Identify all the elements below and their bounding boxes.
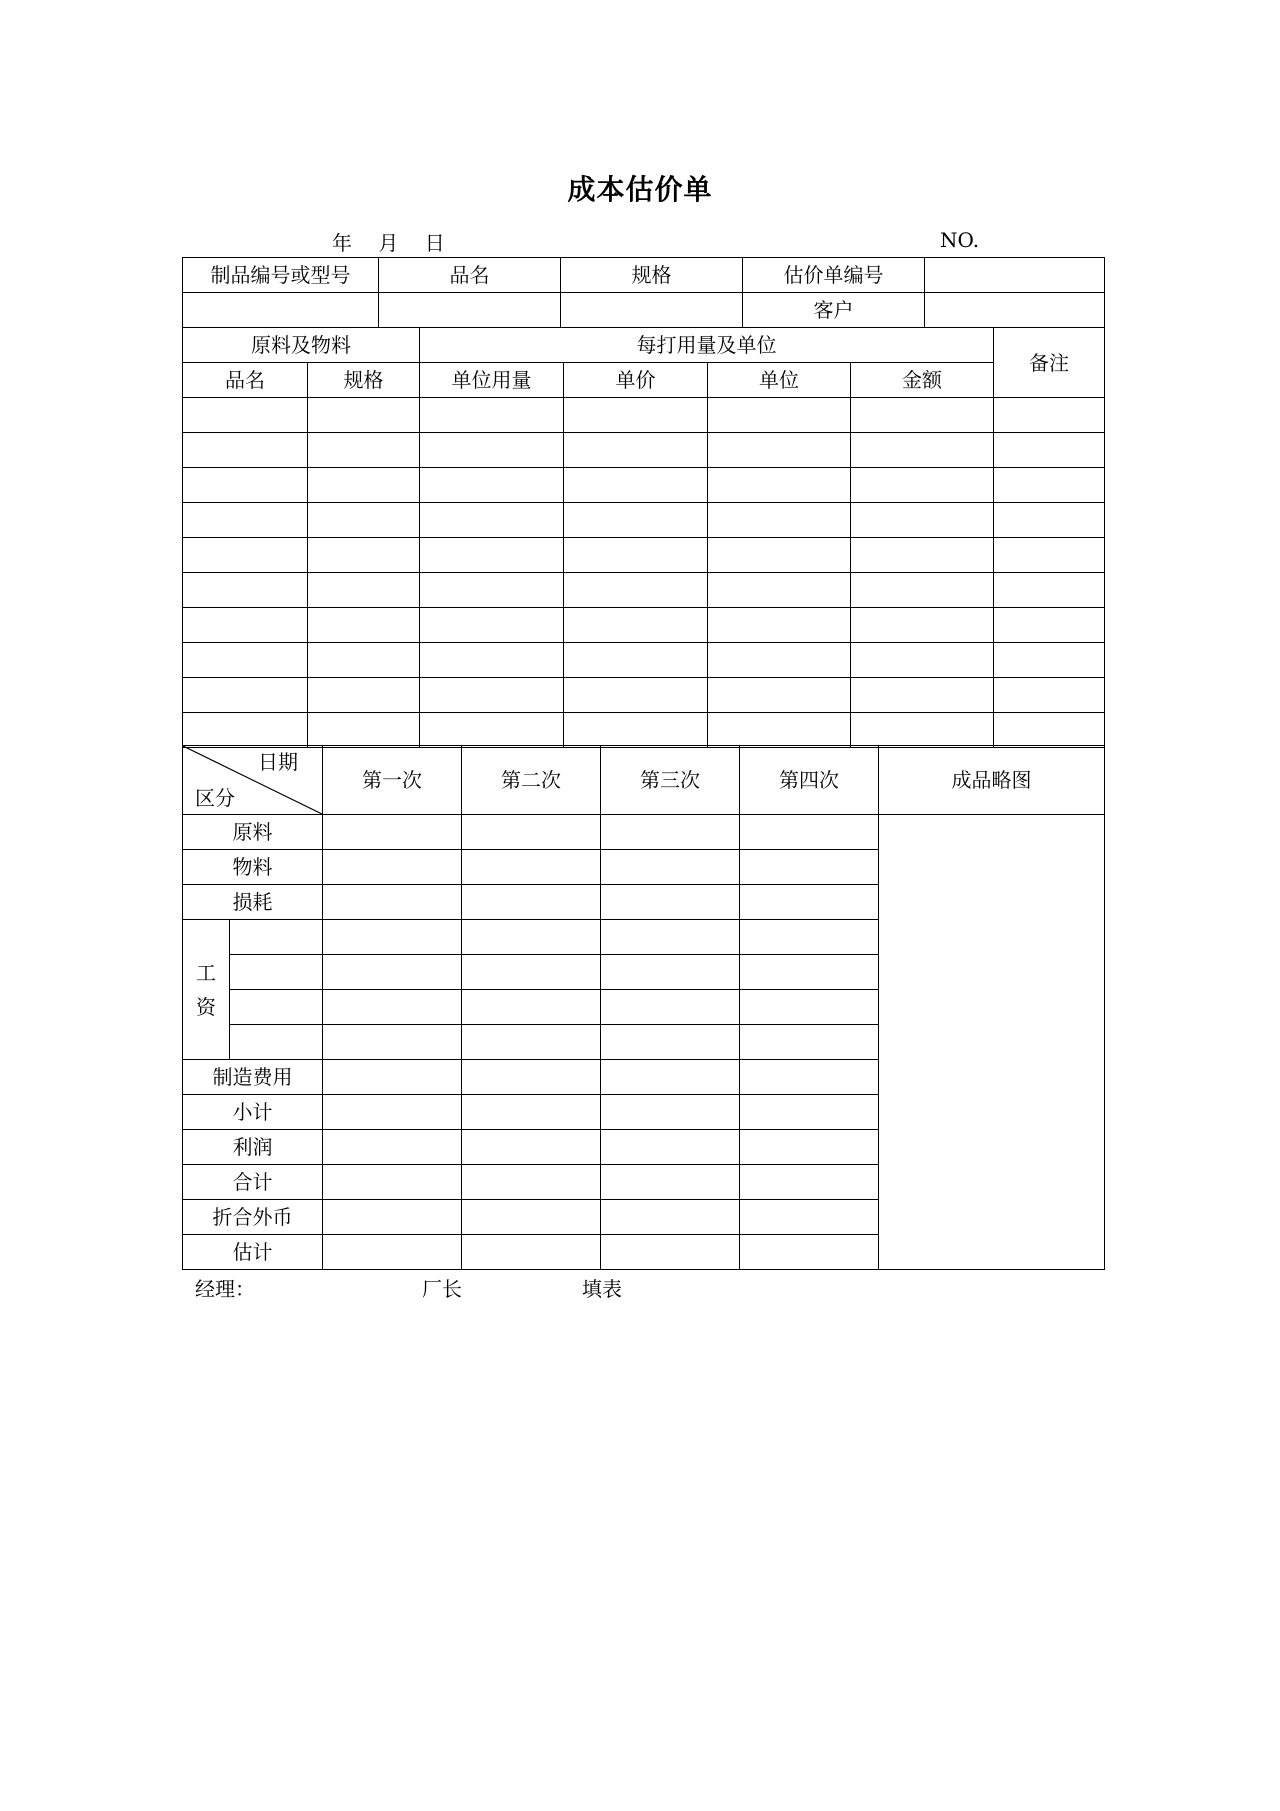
material-cell[interactable] bbox=[564, 503, 708, 538]
material-row bbox=[183, 608, 1105, 643]
spec-label: 规格 bbox=[561, 258, 743, 293]
material-cell[interactable] bbox=[564, 608, 708, 643]
material-cell[interactable] bbox=[994, 398, 1105, 433]
cost-cell[interactable] bbox=[740, 885, 879, 920]
cost-cell[interactable] bbox=[740, 1165, 879, 1200]
product-name-label: 品名 bbox=[379, 258, 561, 293]
material-cell[interactable] bbox=[420, 468, 564, 503]
filler-label: 填表 bbox=[582, 1277, 622, 1301]
material-cell[interactable] bbox=[183, 678, 308, 713]
cost-cell[interactable] bbox=[601, 1095, 740, 1130]
cost-cell[interactable] bbox=[740, 1235, 879, 1270]
material-cell[interactable] bbox=[308, 643, 420, 678]
material-cell[interactable] bbox=[183, 608, 308, 643]
cost-table bbox=[182, 745, 1105, 1270]
product-code-field[interactable] bbox=[183, 293, 379, 328]
col-unit-usage-label: 单位用量 bbox=[420, 363, 564, 398]
material-cell[interactable] bbox=[851, 503, 994, 538]
material-cell[interactable] bbox=[851, 643, 994, 678]
cost-cell[interactable] bbox=[462, 1060, 601, 1095]
cost-cell[interactable] bbox=[462, 1200, 601, 1235]
cost-cell[interactable] bbox=[740, 850, 879, 885]
cost-cell[interactable] bbox=[323, 1060, 462, 1095]
cost-cell[interactable] bbox=[601, 1235, 740, 1270]
material-row bbox=[183, 643, 1105, 678]
cost-cell[interactable] bbox=[740, 1200, 879, 1235]
cost-cell[interactable] bbox=[601, 955, 740, 990]
material-cell[interactable] bbox=[564, 398, 708, 433]
material-cell[interactable] bbox=[564, 538, 708, 573]
material-cell[interactable] bbox=[994, 678, 1105, 713]
cost-cell[interactable] bbox=[462, 1025, 601, 1060]
customer-field[interactable] bbox=[925, 293, 1105, 328]
customer-label: 客户 bbox=[743, 293, 925, 328]
director-label: 厂长 bbox=[422, 1277, 462, 1301]
material-cell[interactable] bbox=[708, 643, 851, 678]
material-row bbox=[183, 503, 1105, 538]
material-cell[interactable] bbox=[708, 398, 851, 433]
material-cell[interactable] bbox=[183, 538, 308, 573]
sketch-area[interactable] bbox=[879, 815, 1105, 1270]
material-cell[interactable] bbox=[308, 433, 420, 468]
row-loss-label: 损耗 bbox=[183, 885, 323, 920]
material-cell[interactable] bbox=[851, 713, 994, 748]
cost-cell[interactable] bbox=[323, 1235, 462, 1270]
cost-cell[interactable] bbox=[462, 920, 601, 955]
material-cell[interactable] bbox=[994, 608, 1105, 643]
material-cell[interactable] bbox=[708, 608, 851, 643]
cost-cell[interactable] bbox=[323, 990, 462, 1025]
date-line: 年 月 日 bbox=[332, 231, 445, 255]
cost-cell[interactable] bbox=[601, 1025, 740, 1060]
quote-no-field[interactable] bbox=[925, 258, 1105, 293]
material-cell[interactable] bbox=[708, 433, 851, 468]
material-cell[interactable] bbox=[420, 713, 564, 748]
material-cell[interactable] bbox=[708, 678, 851, 713]
material-cell[interactable] bbox=[708, 573, 851, 608]
material-cell[interactable] bbox=[308, 713, 420, 748]
col-spec-label: 规格 bbox=[308, 363, 420, 398]
cost-cell[interactable] bbox=[740, 1130, 879, 1165]
cost-cell[interactable] bbox=[740, 1095, 879, 1130]
material-cell[interactable] bbox=[183, 433, 308, 468]
materials-table bbox=[182, 327, 1105, 748]
material-cell[interactable] bbox=[183, 573, 308, 608]
material-cell[interactable] bbox=[994, 573, 1105, 608]
material-cell[interactable] bbox=[564, 433, 708, 468]
cost-cell[interactable] bbox=[740, 1025, 879, 1060]
material-cell[interactable] bbox=[994, 538, 1105, 573]
material-cell[interactable] bbox=[308, 468, 420, 503]
materials-group-label: 原料及物料 bbox=[183, 328, 420, 363]
cost-cell[interactable] bbox=[323, 850, 462, 885]
material-cell[interactable] bbox=[994, 503, 1105, 538]
wages-sub-cell[interactable] bbox=[230, 955, 323, 990]
material-cell[interactable] bbox=[308, 608, 420, 643]
material-cell[interactable] bbox=[308, 538, 420, 573]
cost-cell[interactable] bbox=[601, 850, 740, 885]
cost-cell[interactable] bbox=[601, 1165, 740, 1200]
cost-cell[interactable] bbox=[740, 920, 879, 955]
cost-cell[interactable] bbox=[740, 815, 879, 850]
col-fourth-label: 第四次 bbox=[740, 746, 879, 815]
col-unit-price-label: 单价 bbox=[564, 363, 708, 398]
cost-cell[interactable] bbox=[462, 1095, 601, 1130]
material-cell[interactable] bbox=[564, 678, 708, 713]
cost-cell[interactable] bbox=[323, 920, 462, 955]
wages-sub-cell[interactable] bbox=[230, 1025, 323, 1060]
cost-cell[interactable] bbox=[462, 1235, 601, 1270]
wages-sub-cell[interactable] bbox=[230, 990, 323, 1025]
material-cell[interactable] bbox=[564, 468, 708, 503]
material-cell[interactable] bbox=[708, 538, 851, 573]
cost-cell[interactable] bbox=[323, 815, 462, 850]
material-cell[interactable] bbox=[308, 678, 420, 713]
material-cell[interactable] bbox=[994, 468, 1105, 503]
usage-group-label: 每打用量及单位 bbox=[420, 328, 994, 363]
cost-cell[interactable] bbox=[462, 1130, 601, 1165]
cost-cell[interactable] bbox=[601, 1060, 740, 1095]
cost-cell[interactable] bbox=[740, 1060, 879, 1095]
material-cell[interactable] bbox=[708, 503, 851, 538]
cost-cell[interactable] bbox=[601, 1130, 740, 1165]
cost-cell[interactable] bbox=[323, 885, 462, 920]
cost-cell[interactable] bbox=[323, 1025, 462, 1060]
row-foreign-currency-label: 折合外币 bbox=[183, 1200, 323, 1235]
row-overhead-label: 制造费用 bbox=[183, 1060, 323, 1095]
material-cell[interactable] bbox=[420, 678, 564, 713]
cost-cell[interactable] bbox=[462, 955, 601, 990]
cost-cell[interactable] bbox=[740, 955, 879, 990]
material-cell[interactable] bbox=[308, 573, 420, 608]
material-cell[interactable] bbox=[851, 573, 994, 608]
corner-category-label: 区分 bbox=[195, 786, 235, 810]
quote-no-label: 估价单编号 bbox=[743, 258, 925, 293]
number-label: NO. bbox=[940, 228, 980, 252]
material-cell[interactable] bbox=[994, 433, 1105, 468]
row-estimate-label: 估计 bbox=[183, 1235, 323, 1270]
product-name-field[interactable] bbox=[379, 293, 561, 328]
cost-cell[interactable] bbox=[323, 1130, 462, 1165]
material-cell[interactable] bbox=[183, 468, 308, 503]
material-cell[interactable] bbox=[851, 538, 994, 573]
material-cell[interactable] bbox=[851, 398, 994, 433]
cost-cell[interactable] bbox=[462, 815, 601, 850]
material-cell[interactable] bbox=[183, 398, 308, 433]
remarks-label: 备注 bbox=[994, 328, 1105, 398]
material-cell[interactable] bbox=[308, 503, 420, 538]
cost-cell[interactable] bbox=[462, 850, 601, 885]
page-title: 成本估价单 bbox=[567, 173, 713, 206]
material-row bbox=[183, 678, 1105, 713]
material-cell[interactable] bbox=[994, 643, 1105, 678]
material-cell[interactable] bbox=[708, 468, 851, 503]
material-cell[interactable] bbox=[564, 713, 708, 748]
col-first-label: 第一次 bbox=[323, 746, 462, 815]
corner-date-label: 日期 bbox=[258, 750, 298, 774]
col-amount-label: 金额 bbox=[851, 363, 994, 398]
product-code-label: 制品编号或型号 bbox=[183, 258, 379, 293]
cost-cell[interactable] bbox=[462, 990, 601, 1025]
cost-cell[interactable] bbox=[601, 990, 740, 1025]
cost-cell[interactable] bbox=[323, 1095, 462, 1130]
row-profit-label: 利润 bbox=[183, 1130, 323, 1165]
sketch-label: 成品略图 bbox=[879, 746, 1105, 815]
material-row bbox=[183, 713, 1105, 748]
material-cell[interactable] bbox=[420, 538, 564, 573]
header-table bbox=[182, 257, 1105, 328]
col-third-label: 第三次 bbox=[601, 746, 740, 815]
material-cell[interactable] bbox=[420, 643, 564, 678]
material-cell[interactable] bbox=[183, 503, 308, 538]
material-row bbox=[183, 538, 1105, 573]
material-cell[interactable] bbox=[851, 608, 994, 643]
col-unit-label: 单位 bbox=[708, 363, 851, 398]
material-row bbox=[183, 573, 1105, 608]
material-row bbox=[183, 468, 1105, 503]
material-cell[interactable] bbox=[851, 678, 994, 713]
spec-field[interactable] bbox=[561, 293, 743, 328]
material-cell[interactable] bbox=[564, 643, 708, 678]
material-row bbox=[183, 398, 1105, 433]
material-cell[interactable] bbox=[420, 398, 564, 433]
material-row bbox=[183, 433, 1105, 468]
row-subtotal-label: 小计 bbox=[183, 1095, 323, 1130]
row-material-label: 物料 bbox=[183, 850, 323, 885]
material-cell[interactable] bbox=[994, 713, 1105, 748]
cost-cell[interactable] bbox=[462, 885, 601, 920]
material-cell[interactable] bbox=[308, 398, 420, 433]
manager-label: 经理： bbox=[195, 1277, 255, 1301]
cost-cell[interactable] bbox=[323, 1200, 462, 1235]
material-cell[interactable] bbox=[420, 573, 564, 608]
wages-sub-cell[interactable] bbox=[230, 920, 323, 955]
material-cell[interactable] bbox=[851, 433, 994, 468]
material-cell[interactable] bbox=[183, 643, 308, 678]
row-raw-material-label: 原料 bbox=[183, 815, 323, 850]
row-wages-label bbox=[183, 920, 230, 1060]
material-cell[interactable] bbox=[420, 608, 564, 643]
cost-cell[interactable] bbox=[601, 1200, 740, 1235]
cost-cell[interactable] bbox=[462, 1165, 601, 1200]
cost-cell[interactable] bbox=[601, 885, 740, 920]
material-cell[interactable] bbox=[564, 573, 708, 608]
cost-cell[interactable] bbox=[740, 990, 879, 1025]
material-cell[interactable] bbox=[420, 433, 564, 468]
material-cell[interactable] bbox=[420, 503, 564, 538]
row-total-label: 合计 bbox=[183, 1165, 323, 1200]
corner-diagonal-cell bbox=[183, 746, 323, 815]
cost-cell[interactable] bbox=[323, 1165, 462, 1200]
wages-text: 工资 bbox=[196, 960, 216, 1019]
materials-body bbox=[183, 398, 1105, 748]
cost-cell[interactable] bbox=[323, 955, 462, 990]
col-second-label: 第二次 bbox=[462, 746, 601, 815]
material-cell[interactable] bbox=[851, 468, 994, 503]
cost-cell[interactable] bbox=[601, 815, 740, 850]
material-cell[interactable] bbox=[708, 713, 851, 748]
col-name-label: 品名 bbox=[183, 363, 308, 398]
cost-cell[interactable] bbox=[601, 920, 740, 955]
material-cell[interactable] bbox=[183, 713, 308, 748]
